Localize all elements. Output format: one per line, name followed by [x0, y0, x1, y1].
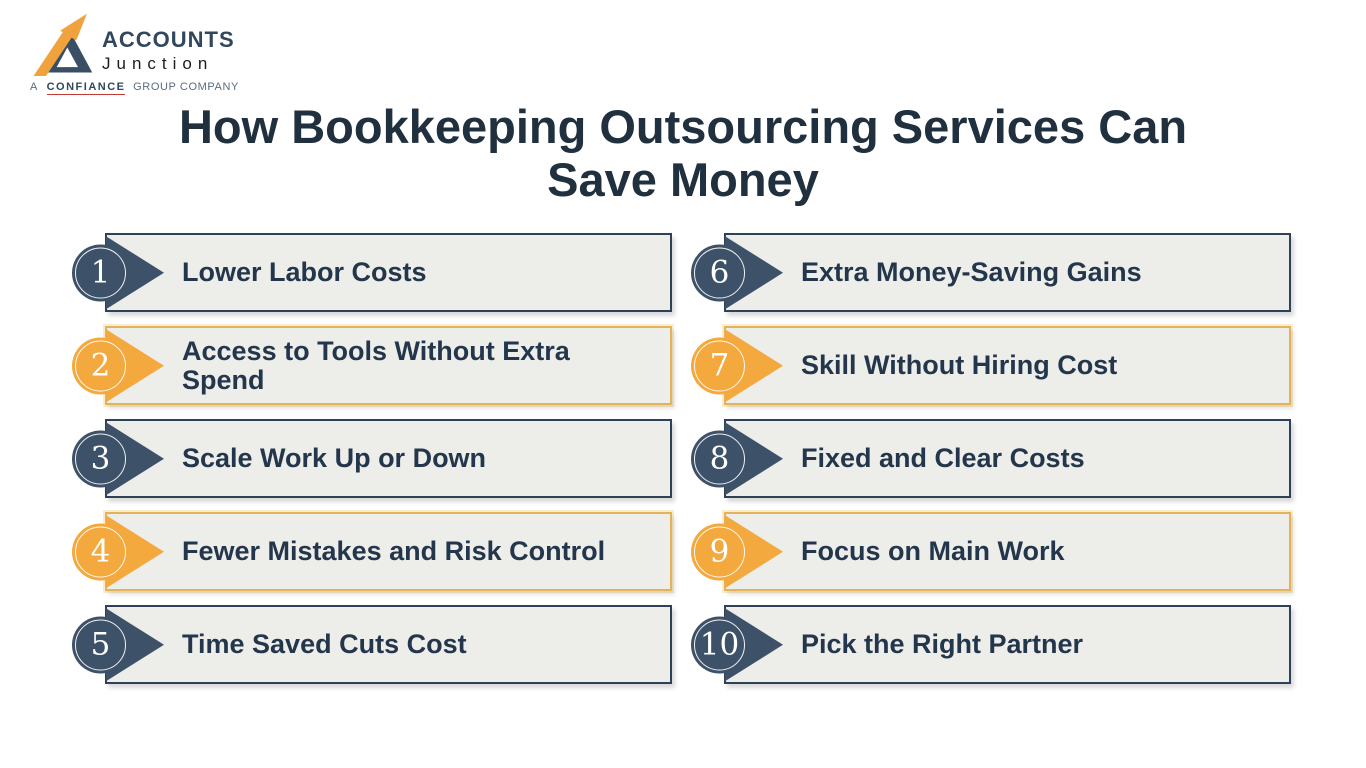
- item-box: [724, 233, 1291, 312]
- item-box: [724, 419, 1291, 498]
- page-title: [60, 101, 1306, 206]
- logo-a-arrow-icon: [30, 12, 94, 76]
- item-box: [105, 605, 672, 684]
- item-label: Scale Work Up or Down: [182, 443, 487, 474]
- logo-brand-name: ACCOUNTS: [102, 27, 235, 52]
- benefits-grid: [67, 233, 1291, 684]
- item-number-badge: [72, 523, 129, 580]
- item-label: Lower Labor Costs: [182, 257, 427, 288]
- tagline-prefix: A: [30, 81, 38, 93]
- item-label: Focus on Main Work: [801, 536, 1065, 567]
- logo: [0, 0, 239, 93]
- item-number: 6: [709, 254, 730, 291]
- item-number: 1: [90, 254, 111, 291]
- item-label: Extra Money-Saving Gains: [801, 257, 1142, 288]
- item-box: [105, 419, 672, 498]
- list-item-7: [686, 326, 1291, 405]
- list-item-5: [67, 605, 672, 684]
- item-label: Time Saved Cuts Cost: [182, 629, 467, 660]
- item-number-badge: [72, 430, 129, 487]
- list-item-8: [686, 419, 1291, 498]
- item-number: 7: [709, 347, 730, 384]
- item-number: 9: [709, 533, 730, 570]
- logo-tagline: [30, 81, 239, 93]
- item-number-badge: [691, 523, 748, 580]
- page-title-line1: How Bookkeeping Outsourcing Services Can: [178, 100, 1188, 153]
- item-box: [105, 233, 672, 312]
- item-number: 2: [90, 347, 111, 384]
- list-item-1: [67, 233, 672, 312]
- item-number: 3: [90, 440, 111, 477]
- item-number: 4: [90, 533, 111, 570]
- list-item-3: [67, 419, 672, 498]
- item-number: 8: [709, 440, 730, 477]
- list-item-9: [686, 512, 1291, 591]
- item-label: Access to Tools Without Extra Spend: [182, 335, 570, 395]
- item-label: Skill Without Hiring Cost: [801, 350, 1118, 381]
- benefits-column-right: [686, 233, 1291, 684]
- tagline-suffix: GROUP COMPANY: [133, 81, 239, 93]
- item-number-badge: [691, 616, 748, 673]
- item-box: [105, 326, 672, 405]
- logo-brand-subname: Junction: [102, 54, 214, 73]
- item-number-badge: [691, 244, 748, 301]
- item-label: Fewer Mistakes and Risk Control: [182, 536, 606, 567]
- item-number-badge: [691, 430, 748, 487]
- item-number-badge: [72, 244, 129, 301]
- item-number-badge: [691, 337, 748, 394]
- item-label: Fixed and Clear Costs: [801, 443, 1085, 474]
- benefits-column-left: [67, 233, 672, 684]
- item-box: [724, 605, 1291, 684]
- page-title-line2: Save Money: [547, 152, 819, 206]
- list-item-2: [67, 326, 672, 405]
- item-number: 5: [90, 626, 111, 663]
- tagline-brand: CONFIANCE: [46, 81, 126, 93]
- item-number: 10: [699, 626, 740, 663]
- item-number-badge: [72, 337, 129, 394]
- item-box: [105, 512, 672, 591]
- list-item-6: [686, 233, 1291, 312]
- list-item-10: [686, 605, 1291, 684]
- item-number-badge: [72, 616, 129, 673]
- list-item-4: [67, 512, 672, 591]
- item-box: [724, 326, 1291, 405]
- item-label: Pick the Right Partner: [801, 629, 1084, 660]
- item-box: [724, 512, 1291, 591]
